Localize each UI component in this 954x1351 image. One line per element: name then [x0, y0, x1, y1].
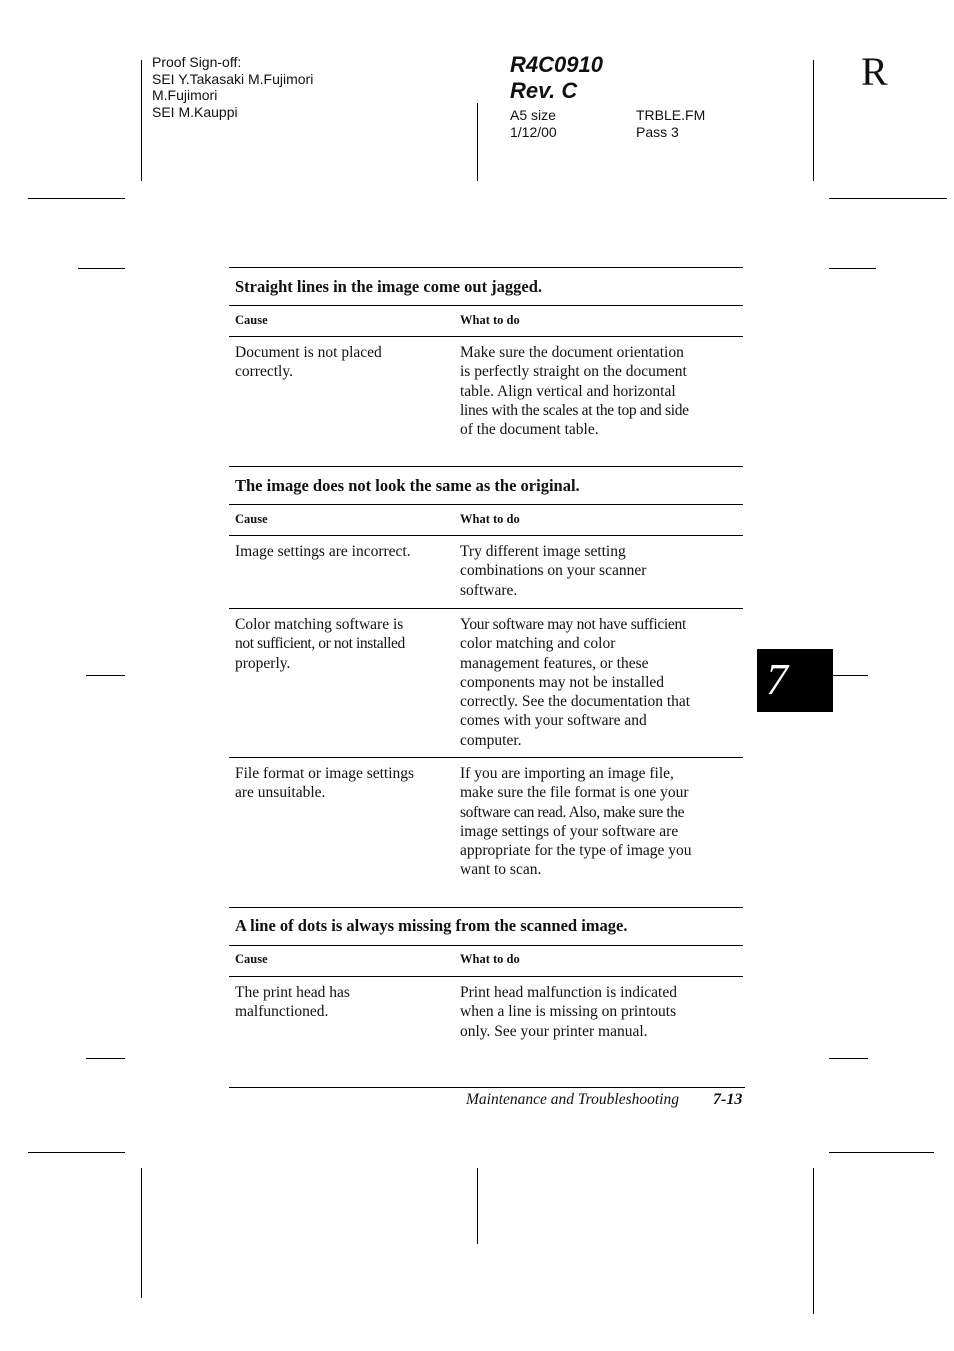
cause-cell	[235, 764, 450, 803]
table-rule	[229, 504, 743, 505]
crop-mark	[477, 103, 478, 181]
action-header: What to do	[460, 512, 520, 526]
table-rule	[229, 608, 743, 609]
meta-right	[636, 107, 705, 140]
crop-mark	[829, 1058, 868, 1059]
proof-line: M.Fujimori	[152, 87, 218, 103]
section-title: The image does not look the same as the original.	[235, 476, 580, 495]
crop-mark	[829, 1152, 934, 1153]
crop-mark	[28, 198, 125, 199]
action-header: What to do	[460, 952, 520, 966]
revision-line: Rev. C	[510, 78, 578, 103]
action-cell	[460, 615, 743, 750]
model-number	[510, 52, 603, 104]
crop-mark	[829, 198, 947, 199]
text-line: want to scan.	[460, 861, 542, 879]
text-line: malfunctioned.	[235, 1003, 329, 1021]
text-line: Color matching software is	[235, 616, 404, 633]
text-line: of the document table.	[460, 421, 599, 439]
crop-mark	[78, 268, 125, 269]
text-line: appropriate for the type of image you	[460, 842, 692, 860]
crop-mark	[829, 675, 868, 676]
section-title: Straight lines in the image come out jagged.	[235, 277, 543, 296]
table-rule	[229, 907, 743, 908]
crop-mark	[28, 1152, 125, 1153]
proof-line: Proof Sign-off:	[152, 54, 242, 70]
action-cell	[460, 542, 743, 600]
text-line: Your software may not have sufficient	[460, 616, 686, 633]
action-header: What to do	[460, 313, 520, 327]
text-line: is perfectly straight on the document	[460, 363, 687, 381]
cause-header: Cause	[235, 313, 268, 327]
crop-mark	[477, 1168, 478, 1244]
footer-rule	[229, 1087, 745, 1088]
crop-mark	[829, 268, 876, 269]
text-line: image settings of your software are	[460, 822, 679, 840]
cause-cell	[235, 615, 450, 673]
text-line: software.	[460, 581, 518, 599]
text-line: make sure the file format is one your	[460, 784, 689, 802]
date: 1/12/00	[510, 123, 557, 140]
text-line: properly.	[235, 654, 291, 672]
table-rule	[229, 267, 743, 268]
action-cell	[460, 764, 743, 880]
proof-line: SEI M.Kauppi	[152, 103, 238, 120]
text-line: Print head malfunction is indicated	[460, 984, 677, 1001]
table-rule	[229, 305, 743, 306]
section-title: A line of dots is always missing from the scanned image.	[235, 916, 628, 935]
crop-mark	[813, 1168, 814, 1314]
text-line: correctly. See the documentation that	[460, 693, 691, 711]
crop-mark	[141, 1168, 142, 1298]
table-rule	[229, 976, 743, 977]
text-line: correctly.	[235, 363, 293, 381]
text-line: Document is not placed	[235, 344, 382, 361]
text-line: software can read. Also, make sure the	[460, 803, 685, 821]
text-line: combinations on your scanner	[460, 562, 647, 580]
text-line: are unsuitable.	[235, 784, 326, 802]
action-cell	[460, 343, 743, 439]
cause-header: Cause	[235, 512, 268, 526]
table-rule	[229, 466, 743, 467]
proof-line: SEI Y.Takasaki M.Fujimori	[152, 70, 314, 87]
text-line: when a line is missing on printouts	[460, 1003, 677, 1021]
text-line: File format or image settings	[235, 765, 415, 782]
meta-left	[510, 107, 557, 140]
text-line: only. See your printer manual.	[460, 1022, 648, 1040]
text-line: Image settings are incorrect.	[235, 543, 411, 560]
text-line: not sufficient, or not installed	[235, 635, 405, 653]
text-line: Make sure the document orientation	[460, 344, 684, 361]
text-line: components may not be installed	[460, 673, 665, 691]
cause-header: Cause	[235, 952, 268, 966]
text-line: If you are importing an image file,	[460, 765, 674, 782]
footer-title: Maintenance and Troubleshooting	[466, 1091, 679, 1108]
table-rule	[229, 535, 743, 536]
text-line: comes with your software and	[460, 712, 647, 730]
table-rule	[229, 757, 743, 758]
action-cell	[460, 983, 743, 1041]
cause-cell	[235, 343, 450, 382]
proof-signoff	[152, 54, 313, 120]
crop-mark	[813, 60, 814, 181]
cause-cell	[235, 983, 450, 1022]
model-line: R4C0910	[510, 52, 603, 77]
text-line: computer.	[460, 731, 522, 749]
table-rule	[229, 945, 743, 946]
chapter-number: 7	[766, 655, 788, 704]
corner-letter: R	[861, 49, 888, 94]
crop-mark	[86, 1058, 125, 1059]
crop-mark	[86, 675, 125, 676]
page-number: 7-13	[713, 1091, 743, 1108]
page-size: A5 size	[510, 107, 556, 123]
chapter-tab	[757, 649, 833, 712]
text-line: The print head has	[235, 984, 350, 1001]
file-name: TRBLE.FM	[636, 107, 706, 123]
pass-number: Pass 3	[636, 123, 679, 140]
text-line: table. Align vertical and horizontal	[460, 382, 676, 400]
text-line: management features, or these	[460, 654, 649, 672]
cause-cell	[235, 542, 450, 561]
text-line: lines with the scales at the top and side	[460, 401, 689, 419]
text-line: Try different image setting	[460, 543, 626, 560]
text-line: color matching and color	[460, 635, 616, 653]
table-rule	[229, 336, 743, 337]
crop-mark	[141, 60, 142, 181]
